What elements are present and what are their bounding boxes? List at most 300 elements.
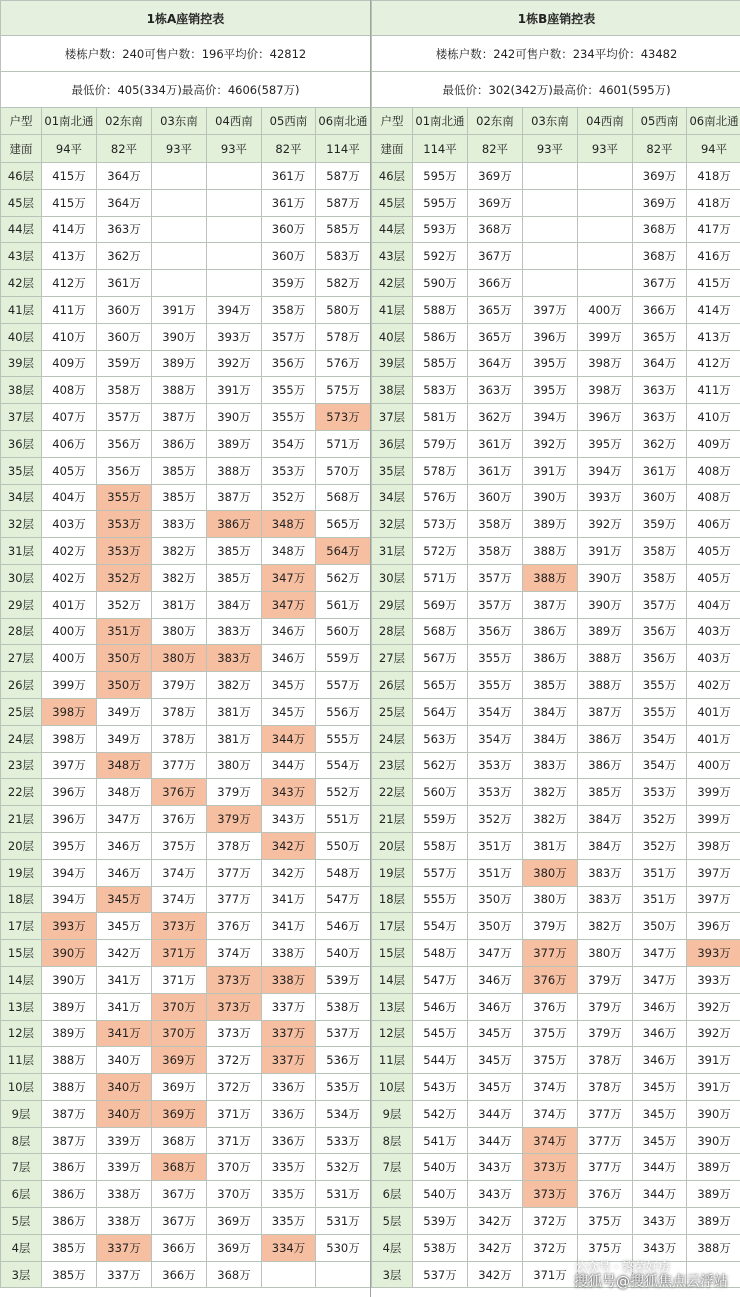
floor-label: 13层 (372, 993, 413, 1020)
floor-label: 38层 (1, 377, 42, 404)
price-cell: 360万 (97, 323, 152, 350)
price-cell: 565万 (316, 511, 371, 538)
price-cell: 587万 (316, 189, 371, 216)
price-cell: 403万 (687, 618, 740, 645)
price-cell: 387万 (42, 1127, 97, 1154)
floor-label: 15层 (372, 940, 413, 967)
floor-row (372, 859, 740, 886)
price-cell: 365万 (468, 323, 523, 350)
price-cell: 373万 (207, 993, 262, 1020)
price-cell: 336万 (262, 1127, 316, 1154)
price-cell: 369万 (468, 163, 523, 190)
price-cell: 375万 (152, 832, 207, 859)
price-cell: 340万 (97, 1047, 152, 1074)
price-cell: 388万 (578, 672, 633, 699)
floor-label: 37层 (1, 404, 42, 431)
price-cell: 344万 (633, 1154, 687, 1181)
floor-label: 24层 (1, 725, 42, 752)
price-cell: 358万 (262, 296, 316, 323)
price-cell: 386万 (578, 752, 633, 779)
price-cell: 377万 (152, 752, 207, 779)
price-cell: 378万 (578, 1074, 633, 1101)
price-cell: 395万 (523, 350, 578, 377)
price-cell: 393万 (578, 484, 633, 511)
unit-header-cell: 04西南 (207, 108, 262, 135)
price-cell: 570万 (316, 457, 371, 484)
price-cell (152, 270, 207, 297)
price-cell: 362万 (633, 430, 687, 457)
price-cell: 346万 (262, 645, 316, 672)
price-cell: 359万 (633, 511, 687, 538)
floor-row (372, 886, 740, 913)
price-cell: 561万 (316, 591, 371, 618)
floor-row (372, 189, 740, 216)
price-cell (152, 189, 207, 216)
price-cell: 355万 (262, 404, 316, 431)
price-cell: 370万 (207, 1181, 262, 1208)
price-cell: 380万 (152, 645, 207, 672)
unit-header-cell: 03东南 (152, 108, 207, 135)
price-cell: 357万 (262, 323, 316, 350)
price-cell: 373万 (207, 966, 262, 993)
table-title: 1栋A座销控表 (1, 1, 371, 36)
price-cell: 345万 (633, 1127, 687, 1154)
price-cell: 372万 (207, 1047, 262, 1074)
price-cell: 586万 (413, 323, 468, 350)
price-cell: 385万 (42, 1234, 97, 1261)
price-cell: 582万 (316, 270, 371, 297)
floor-row (1, 1047, 371, 1074)
floor-label: 18层 (1, 886, 42, 913)
price-cell: 410万 (42, 323, 97, 350)
price-cell: 364万 (633, 350, 687, 377)
price-cell: 380万 (523, 859, 578, 886)
price-cell: 363万 (468, 377, 523, 404)
price-cell: 395万 (578, 430, 633, 457)
unit-header-cell: 02东南 (468, 108, 523, 135)
floor-label: 23层 (1, 752, 42, 779)
floor-row (372, 163, 740, 190)
price-cell: 390万 (42, 966, 97, 993)
price-cell: 552万 (316, 779, 371, 806)
price-cell: 379万 (207, 779, 262, 806)
price-cell: 391万 (578, 538, 633, 565)
price-cell: 392万 (687, 993, 740, 1020)
floor-label: 6层 (1, 1181, 42, 1208)
unit-header-cell: 05西南 (633, 108, 687, 135)
price-cell: 402万 (42, 564, 97, 591)
price-cell: 374万 (523, 1074, 578, 1101)
price-cell: 416万 (687, 243, 740, 270)
price-cell: 377万 (207, 859, 262, 886)
unit-header-row (372, 108, 740, 135)
floor-row (372, 993, 740, 1020)
price-cell: 412万 (687, 350, 740, 377)
price-cell: 369万 (152, 1047, 207, 1074)
floor-row (372, 404, 740, 431)
floor-label: 18层 (372, 886, 413, 913)
floor-row (372, 832, 740, 859)
floor-row (1, 993, 371, 1020)
price-cell: 364万 (97, 163, 152, 190)
price-cell (207, 163, 262, 190)
price-cell: 375万 (578, 1208, 633, 1235)
price-cell: 351万 (97, 618, 152, 645)
price-range: 最低价：405(334万)最高价：4606(587万) (1, 72, 371, 108)
price-cell: 381万 (207, 698, 262, 725)
price-cell: 392万 (207, 350, 262, 377)
price-cell: 387万 (523, 591, 578, 618)
price-cell: 390万 (687, 1127, 740, 1154)
price-cell: 389万 (687, 1181, 740, 1208)
price-cell: 369万 (207, 1208, 262, 1235)
price-cell: 388万 (523, 564, 578, 591)
price-cell: 406万 (42, 430, 97, 457)
price-cell: 411万 (687, 377, 740, 404)
price-cell: 346万 (97, 832, 152, 859)
price-cell (578, 243, 633, 270)
floor-row (1, 940, 371, 967)
price-cell: 583万 (316, 243, 371, 270)
price-cell: 388万 (152, 377, 207, 404)
price-cell: 380万 (523, 886, 578, 913)
floor-label: 10层 (1, 1074, 42, 1101)
unit-header-cell: 06南北通 (687, 108, 740, 135)
price-cell: 557万 (413, 859, 468, 886)
price-cell: 379万 (578, 1020, 633, 1047)
price-cell: 352万 (633, 806, 687, 833)
floor-label: 21层 (1, 806, 42, 833)
price-cell: 345万 (468, 1074, 523, 1101)
price-cell: 387万 (42, 1100, 97, 1127)
price-cell: 359万 (97, 350, 152, 377)
price-cell: 376万 (152, 806, 207, 833)
price-cell: 547万 (413, 966, 468, 993)
area-cell: 93平 (152, 135, 207, 163)
building-stats: 楼栋户数：242可售户数：234平均价：43482 (372, 36, 740, 72)
price-cell: 371万 (207, 1100, 262, 1127)
price-cell: 382万 (207, 672, 262, 699)
price-cell: 386万 (42, 1154, 97, 1181)
price-cell: 358万 (97, 377, 152, 404)
floor-label: 14层 (1, 966, 42, 993)
price-cell: 344万 (633, 1181, 687, 1208)
floor-row (1, 1154, 371, 1181)
floor-label: 6层 (372, 1181, 413, 1208)
price-cell: 377万 (523, 940, 578, 967)
price-cell: 539万 (316, 966, 371, 993)
price-cell: 360万 (262, 243, 316, 270)
price-cell: 358万 (468, 511, 523, 538)
price-cell: 342万 (262, 859, 316, 886)
price-cell (207, 216, 262, 243)
price-cell: 346万 (468, 993, 523, 1020)
price-range-row (372, 72, 740, 108)
price-cell: 355万 (633, 698, 687, 725)
floor-row (372, 966, 740, 993)
price-cell: 389万 (687, 1154, 740, 1181)
price-cell: 572万 (413, 538, 468, 565)
price-cell: 593万 (413, 216, 468, 243)
price-cell: 341万 (262, 886, 316, 913)
area-cell: 94平 (687, 135, 740, 163)
price-cell: 531万 (316, 1181, 371, 1208)
area-cell: 93平 (523, 135, 578, 163)
price-cell: 385万 (152, 484, 207, 511)
price-cell: 348万 (262, 511, 316, 538)
price-cell: 383万 (152, 511, 207, 538)
price-cell: 383万 (578, 859, 633, 886)
price-cell: 370万 (152, 1020, 207, 1047)
price-cell: 359万 (262, 270, 316, 297)
price-cell: 364万 (468, 350, 523, 377)
floor-label: 12层 (372, 1020, 413, 1047)
price-cell: 337万 (262, 1020, 316, 1047)
unit-header-cell: 02东南 (97, 108, 152, 135)
floor-label: 17层 (1, 913, 42, 940)
price-cell: 399万 (578, 323, 633, 350)
price-cell: 581万 (413, 404, 468, 431)
price-cell: 355万 (262, 377, 316, 404)
price-cell: 389万 (523, 511, 578, 538)
floor-label: 44层 (372, 216, 413, 243)
price-cell: 376万 (152, 779, 207, 806)
price-cell (523, 189, 578, 216)
floor-row (372, 1208, 740, 1235)
price-cell: 563万 (413, 725, 468, 752)
price-cell: 372万 (207, 1074, 262, 1101)
floor-row (372, 270, 740, 297)
floor-row (1, 564, 371, 591)
price-cell: 386万 (578, 725, 633, 752)
floor-label: 4层 (1, 1234, 42, 1261)
price-cell: 341万 (97, 966, 152, 993)
price-cell: 397万 (523, 296, 578, 323)
price-cell: 408万 (42, 377, 97, 404)
price-cell: 360万 (468, 484, 523, 511)
price-cell: 369万 (633, 189, 687, 216)
price-cell: 383万 (207, 618, 262, 645)
floor-label: 31层 (1, 538, 42, 565)
floor-row (1, 591, 371, 618)
unit-header-cell: 04西南 (578, 108, 633, 135)
price-cell: 375万 (578, 1234, 633, 1261)
price-cell: 580万 (316, 296, 371, 323)
floor-label: 17层 (372, 913, 413, 940)
floor-row (372, 618, 740, 645)
floor-row (1, 296, 371, 323)
price-cell: 364万 (97, 189, 152, 216)
price-cell: 353万 (468, 779, 523, 806)
floor-label: 32层 (372, 511, 413, 538)
price-cell: 350万 (97, 645, 152, 672)
floor-label: 4层 (372, 1234, 413, 1261)
price-cell: 540万 (316, 940, 371, 967)
price-cell: 386万 (42, 1208, 97, 1235)
price-cell: 343万 (468, 1181, 523, 1208)
price-cell: 391万 (152, 296, 207, 323)
floor-row (1, 323, 371, 350)
floor-row (1, 1181, 371, 1208)
price-cell: 548万 (413, 940, 468, 967)
floor-row (372, 430, 740, 457)
price-cell: 405万 (687, 538, 740, 565)
price-cell: 366万 (468, 270, 523, 297)
price-cell: 347万 (262, 591, 316, 618)
floor-row (372, 1181, 740, 1208)
sales-table (371, 0, 740, 1288)
floor-row (372, 511, 740, 538)
area-row (1, 135, 371, 163)
price-cell: 361万 (262, 163, 316, 190)
floor-row (372, 1100, 740, 1127)
floor-label: 27层 (372, 645, 413, 672)
price-cell: 384万 (207, 591, 262, 618)
price-cell: 375万 (523, 1020, 578, 1047)
price-cell: 386万 (152, 430, 207, 457)
price-cell: 379万 (207, 806, 262, 833)
floor-label: 7层 (372, 1154, 413, 1181)
price-cell: 373万 (152, 913, 207, 940)
price-cell: 559万 (413, 806, 468, 833)
price-cell: 376万 (207, 913, 262, 940)
price-cell: 546万 (316, 913, 371, 940)
price-cell: 363万 (97, 216, 152, 243)
price-cell: 355万 (468, 645, 523, 672)
floor-label: 45层 (1, 189, 42, 216)
price-cell: 401万 (687, 725, 740, 752)
price-cell: 578万 (413, 457, 468, 484)
floor-label: 30层 (372, 564, 413, 591)
unit-header-cell: 01南北通 (413, 108, 468, 135)
price-cell: 557万 (316, 672, 371, 699)
price-cell: 373万 (523, 1154, 578, 1181)
price-cell: 347万 (468, 940, 523, 967)
floor-row (1, 1127, 371, 1154)
price-cell: 367万 (633, 270, 687, 297)
price-cell: 377万 (207, 886, 262, 913)
price-cell: 376万 (523, 993, 578, 1020)
price-cell (523, 216, 578, 243)
price-cell: 414万 (42, 216, 97, 243)
price-cell: 348万 (262, 538, 316, 565)
price-cell: 573万 (413, 511, 468, 538)
price-cell (152, 163, 207, 190)
price-cell: 550万 (316, 832, 371, 859)
price-cell: 369万 (152, 1074, 207, 1101)
price-cell: 374万 (523, 1127, 578, 1154)
price-cell: 384万 (523, 698, 578, 725)
price-cell: 371万 (152, 940, 207, 967)
floor-row (1, 511, 371, 538)
price-cell: 385万 (207, 564, 262, 591)
price-cell (207, 270, 262, 297)
price-cell: 350万 (468, 913, 523, 940)
floor-label: 10层 (372, 1074, 413, 1101)
price-range: 最低价：302(342万)最高价：4601(595万) (372, 72, 740, 108)
floor-label: 39层 (1, 350, 42, 377)
price-cell: 381万 (152, 591, 207, 618)
price-cell: 368万 (152, 1154, 207, 1181)
price-cell: 396万 (42, 779, 97, 806)
price-cell: 411万 (42, 296, 97, 323)
price-cell: 531万 (316, 1208, 371, 1235)
floor-row (372, 698, 740, 725)
price-cell: 568万 (316, 484, 371, 511)
price-cell: 410万 (687, 404, 740, 431)
price-cell: 346万 (633, 1047, 687, 1074)
price-cell: 398万 (578, 377, 633, 404)
price-cell: 342万 (97, 940, 152, 967)
area-cell: 114平 (316, 135, 371, 163)
price-cell: 338万 (97, 1181, 152, 1208)
floor-row (372, 752, 740, 779)
area-label: 建面 (1, 135, 42, 163)
price-cell: 383万 (207, 645, 262, 672)
price-cell: 418万 (687, 163, 740, 190)
floor-row (1, 243, 371, 270)
price-cell: 372万 (523, 1234, 578, 1261)
unit-header-row (1, 108, 371, 135)
price-cell: 378万 (152, 725, 207, 752)
price-cell: 348万 (97, 779, 152, 806)
price-cell: 368万 (152, 1127, 207, 1154)
price-cell: 386万 (523, 645, 578, 672)
price-cell: 349万 (97, 725, 152, 752)
price-cell: 342万 (468, 1208, 523, 1235)
area-cell: 114平 (413, 135, 468, 163)
floor-label: 20层 (1, 832, 42, 859)
price-cell: 389万 (152, 350, 207, 377)
floor-row (372, 457, 740, 484)
floor-row (372, 1074, 740, 1101)
floor-row (1, 832, 371, 859)
price-cell: 547万 (316, 886, 371, 913)
area-cell: 93平 (207, 135, 262, 163)
price-cell: 392万 (523, 430, 578, 457)
price-cell: 559万 (316, 645, 371, 672)
floor-label: 39层 (372, 350, 413, 377)
price-cell: 588万 (413, 296, 468, 323)
price-cell: 415万 (42, 189, 97, 216)
price-cell: 383万 (523, 752, 578, 779)
price-cell: 363万 (633, 404, 687, 431)
building-stats: 楼栋户数：240可售户数：196平均价：42812 (1, 36, 371, 72)
floor-label: 28层 (1, 618, 42, 645)
price-cell: 391万 (687, 1074, 740, 1101)
price-cell: 346万 (468, 966, 523, 993)
price-cell: 554万 (413, 913, 468, 940)
price-cell: 345万 (633, 1074, 687, 1101)
price-cell: 564万 (413, 698, 468, 725)
price-cell: 397万 (687, 859, 740, 886)
floor-row (1, 806, 371, 833)
price-cell: 344万 (262, 725, 316, 752)
floor-label: 29层 (372, 591, 413, 618)
floor-row (372, 645, 740, 672)
price-cell: 357万 (468, 591, 523, 618)
price-cell: 337万 (262, 993, 316, 1020)
price-cell: 409万 (687, 430, 740, 457)
price-cell: 354万 (468, 725, 523, 752)
price-cell: 392万 (687, 1020, 740, 1047)
price-cell: 571万 (413, 564, 468, 591)
price-cell: 345万 (97, 886, 152, 913)
table-title-row (372, 1, 740, 36)
price-cell: 348万 (97, 752, 152, 779)
floor-label: 43层 (372, 243, 413, 270)
price-cell: 385万 (523, 672, 578, 699)
